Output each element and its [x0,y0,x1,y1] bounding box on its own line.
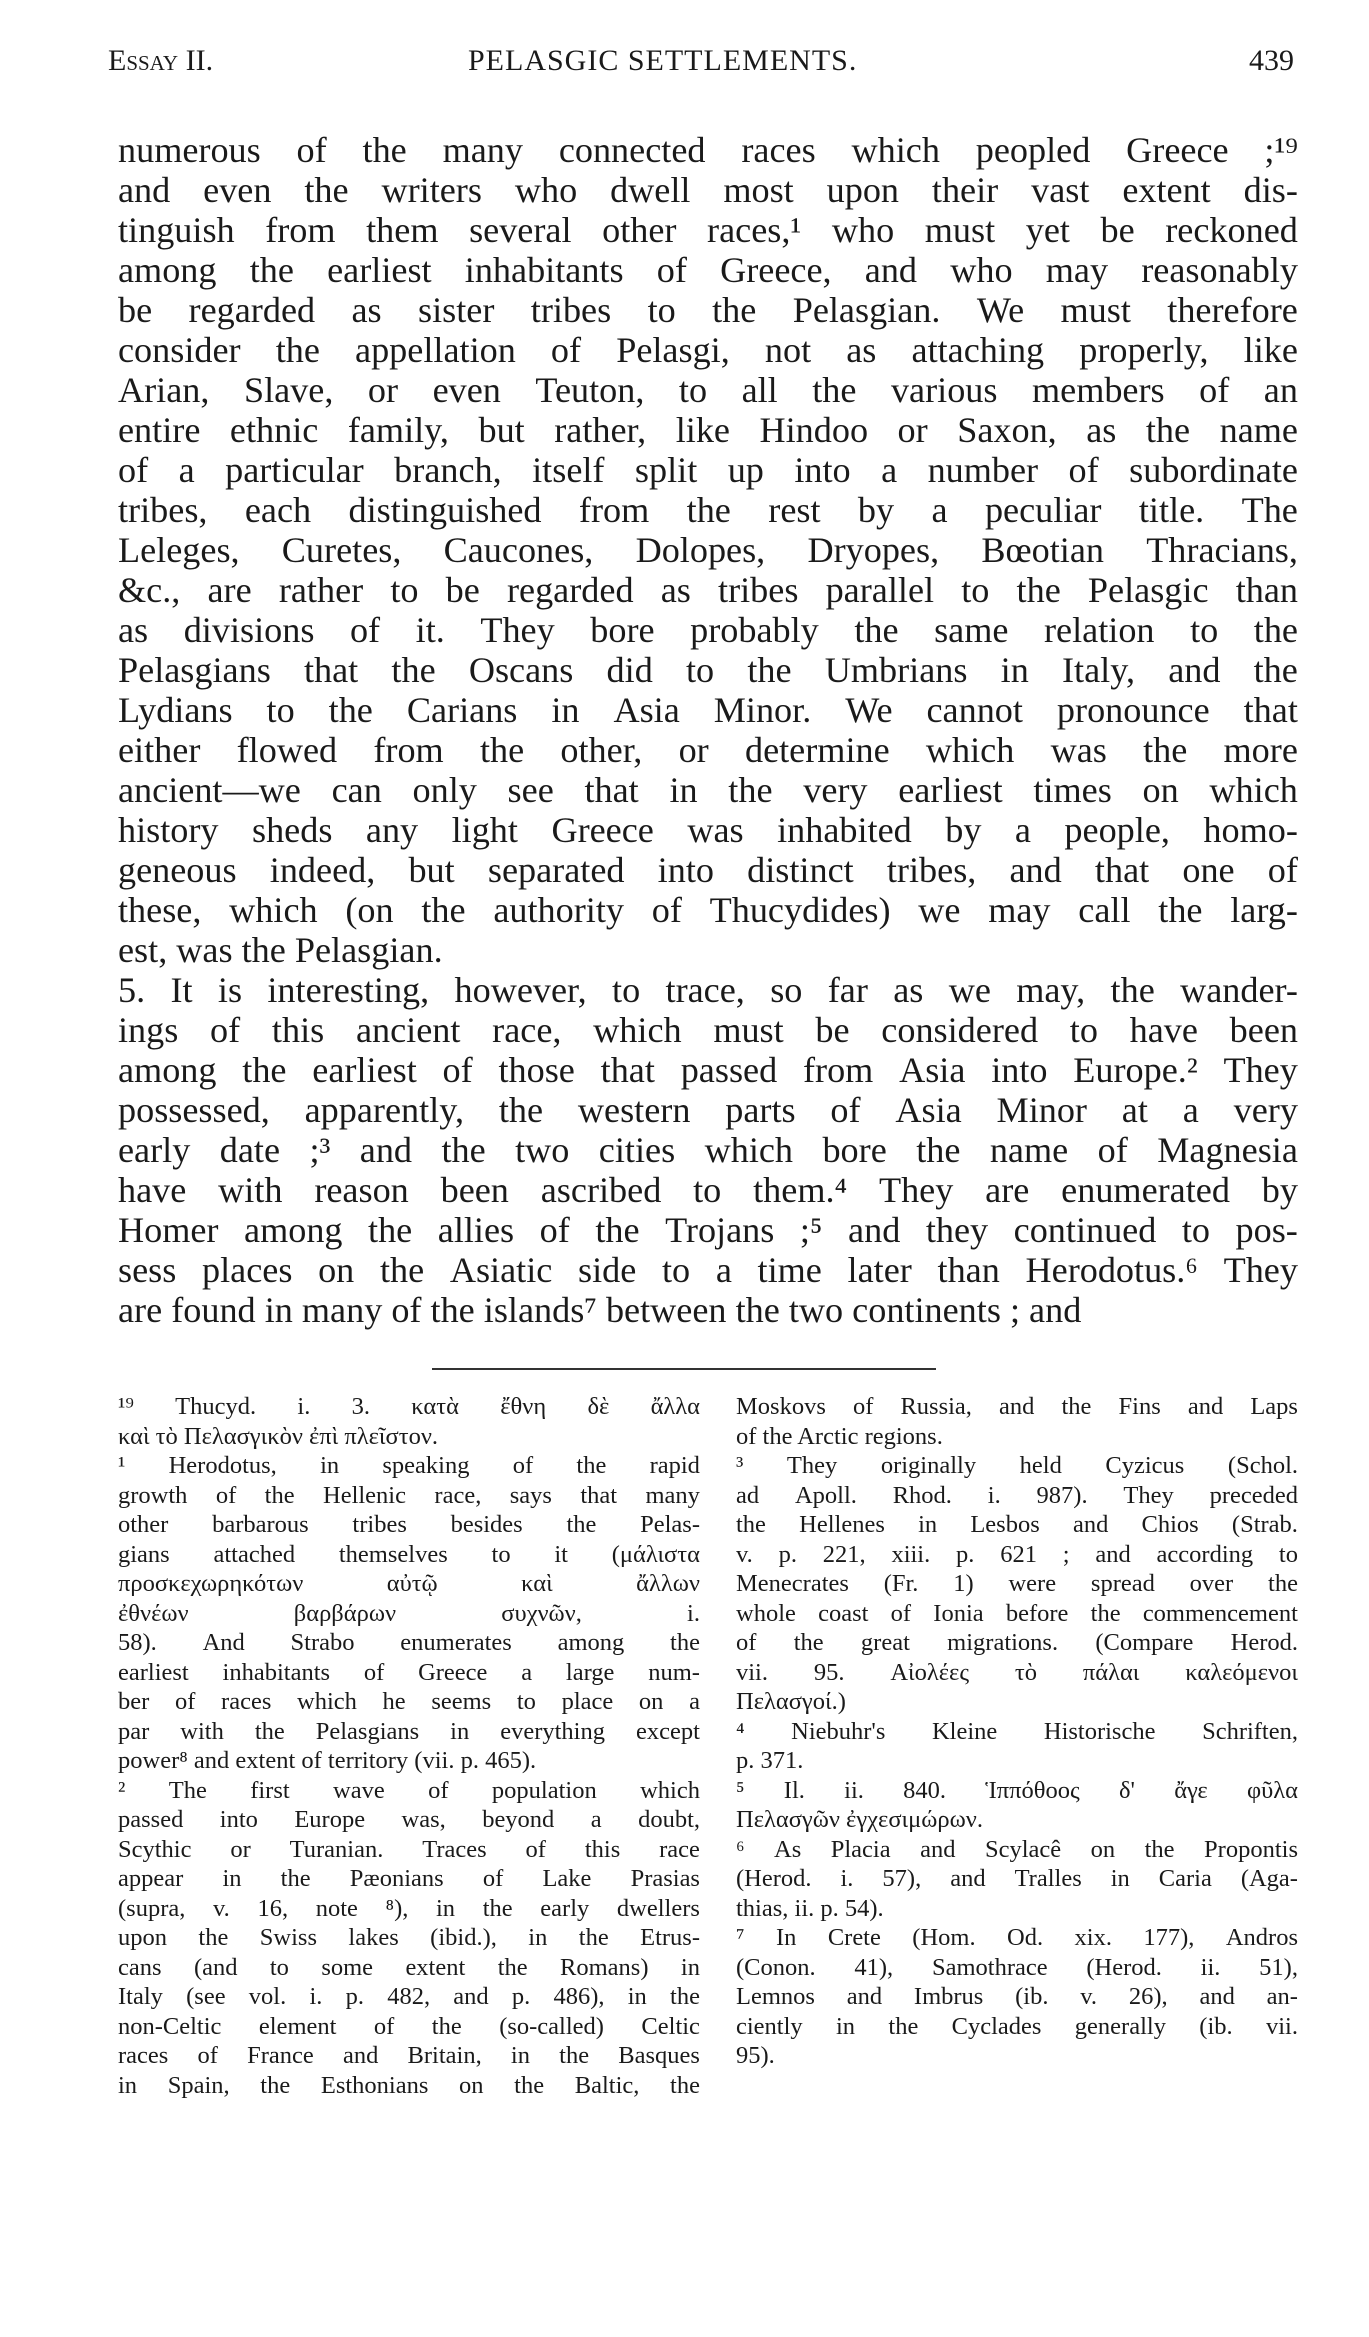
text-line: early date ;³ and the two cities which bore the name of Magnesia [118,1130,1298,1170]
text-line: ings of this ancient race, which must be considered to have been [118,1010,1298,1050]
text-line: Scythic or Turanian. Traces of this race [118,1835,700,1863]
text-line: ancient—we can only see that in the very earliest times on which [118,770,1298,810]
text-line: appear in the Pæonians of Lake Prasias [118,1865,700,1892]
text-line: upon the Swiss lakes (ibid.), in the Etrus- [118,1924,700,1951]
text-line: (Conon. 41), Samothrace (Herod. ii. 51), [736,1953,1298,1981]
text-line: &c., are rather to be regarded as tribes parallel to the Pelasgic than [118,570,1298,610]
running-header [108,44,1294,90]
text-line: cans (and to some extent the Romans) in [118,1953,700,1981]
text-line: 5. It is interesting, however, to trace, so far as we may, the wander- [118,970,1298,1010]
text-line: entire ethnic family, but rather, like Hindoo or Saxon, as the name [118,410,1298,450]
text-line: of the Arctic regions. [736,1422,943,1450]
text-line: passed into Europe was, beyond a doubt, [118,1806,700,1833]
text-line: are found in many of the islands⁷ between the two continents ; and [118,1290,1082,1330]
text-line: power⁸ and extent of territory (vii. p. 465). [118,1747,537,1774]
text-line: Lydians to the Carians in Asia Minor. We cannot pronounce that [118,690,1298,730]
text-line: est, was the Pelasgian. [118,930,443,970]
text-line: races of France and Britain, in the Basques [118,2042,700,2069]
text-line: have with reason been ascribed to them.⁴ They are enumerated by [118,1170,1298,1210]
text-line: vii. 95. Αἰολέες τὸ πάλαι καλεόμενοι [736,1658,1298,1686]
text-line: numerous of the many connected races which peopled Greece ;¹⁹ [118,130,1298,170]
text-line: v. p. 221, xiii. p. 621 ; and according to [736,1540,1298,1568]
text-line: (supra, v. 16, note ⁸), in the early dwellers [118,1894,700,1922]
text-line: Homer among the allies of the Trojans ;⁵ and they continued to pos- [118,1210,1298,1250]
essay-label: Essay II. [108,44,214,77]
text-line: ⁷ In Crete (Hom. Od. xix. 177), Andros [736,1924,1298,1951]
text-line: be regarded as sister tribes to the Pelasgian. We must therefore [118,290,1298,330]
footnote-rule [432,1368,936,1370]
text-line: 95). [736,2042,775,2069]
text-line: consider the appellation of Pelasgi, not as attaching properly, like [118,330,1298,370]
text-line: among the earliest of those that passed from Asia into Europe.² They [118,1050,1298,1090]
text-line: geneous indeed, but separated into distinct tribes, and that one of [118,850,1298,890]
text-line: gians attached themselves to it (μάλιστα [118,1540,700,1568]
main-body-text [118,130,1298,1330]
text-line: thias, ii. p. 54). [736,1894,884,1922]
text-line: Arian, Slave, or even Teuton, to all the various members of an [118,370,1298,410]
text-line: Leleges, Curetes, Caucones, Dolopes, Dryopes, Bœotian Thracians, [118,530,1298,570]
text-line: par with the Pelasgians in everything except [118,1717,700,1745]
text-line: growth of the Hellenic race, says that many [118,1481,700,1509]
text-line: ad Apoll. Rhod. i. 987). They preceded [736,1481,1298,1509]
text-line: whole coast of Ionia before the commencement [736,1599,1298,1627]
text-line: Menecrates (Fr. 1) were spread over the [736,1570,1298,1597]
text-line: of a particular branch, itself split up into a number of subordinate [118,450,1298,490]
text-line: καὶ τὸ Πελασγικὸν ἐπὶ πλεῖστον. [118,1422,439,1450]
text-line: among the earliest inhabitants of Greece, and who may reasonably [118,250,1298,290]
text-line: history sheds any light Greece was inhabited by a people, homo- [118,810,1298,850]
text-line: ber of races which he seems to place on a [118,1688,700,1715]
footnotes-right-column [736,1392,1298,2071]
text-line: the Hellenes in Lesbos and Chios (Strab. [736,1511,1298,1538]
text-line: sess places on the Asiatic side to a time later than Herodotus.⁶ They [118,1250,1298,1290]
text-line: these, which (on the authority of Thucydides) we may call the larg- [118,890,1298,930]
text-line: Πελασγοί.) [736,1688,846,1715]
text-line: ² The first wave of population which [118,1776,700,1804]
text-line: Pelasgians that the Oscans did to the Umbrians in Italy, and the [118,650,1298,690]
text-line: ⁶ As Placia and Scylacê on the Propontis [736,1835,1298,1863]
text-line: Lemnos and Imbrus (ib. v. 26), and an- [736,1983,1298,2010]
text-line: ciently in the Cyclades generally (ib. vii. [736,2012,1298,2040]
text-line: ³ They originally held Cyzicus (Schol. [736,1452,1298,1479]
text-line: non-Celtic element of the (so-called) Celtic [118,2012,700,2040]
text-line: ἐθνέων βαρβάρων συχνῶν, i. [118,1599,700,1627]
text-line: other barbarous tribes besides the Pelas- [118,1511,700,1538]
text-line: either flowed from the other, or determine which was the more [118,730,1298,770]
text-line: earliest inhabitants of Greece a large num- [118,1658,700,1686]
footnotes-left-column [118,1392,700,2100]
text-line: and even the writers who dwell most upon their vast extent dis- [118,170,1298,210]
text-line: (Herod. i. 57), and Tralles in Caria (Aga- [736,1865,1298,1892]
text-line: Italy (see vol. i. p. 482, and p. 486), in the [118,1983,700,2010]
text-line: 58). And Strabo enumerates among the [118,1629,700,1656]
text-line: Πελασγῶν ἐγχεσιμώρων. [736,1806,983,1833]
text-line: ¹⁹ Thucyd. i. 3. κατὰ ἔθνη δὲ ἄλλα [118,1393,700,1420]
running-title: PELASGIC SETTLEMENTS. [468,44,858,77]
text-line: προσκεχωρηκότων αὐτῷ καὶ ἄλλων [118,1570,700,1597]
text-line: ⁵ Il. ii. 840. Ἱππόθοος δ' ἄγε φῦλα [736,1776,1298,1804]
text-line: as divisions of it. They bore probably the same relation to the [118,610,1298,650]
page-number: 439 [1249,44,1294,77]
text-line: p. 371. [736,1747,804,1774]
text-line: of the great migrations. (Compare Herod. [736,1629,1298,1656]
text-line: Moskovs of Russia, and the Fins and Laps [736,1393,1298,1420]
text-line: tribes, each distinguished from the rest by a peculiar title. The [118,490,1298,530]
text-line: ¹ Herodotus, in speaking of the rapid [118,1452,700,1479]
text-line: in Spain, the Esthonians on the Baltic, the [118,2071,700,2099]
text-line: ⁴ Niebuhr's Kleine Historische Schriften, [736,1717,1298,1745]
text-line: possessed, apparently, the western parts of Asia Minor at a very [118,1090,1298,1130]
text-line: tinguish from them several other races,¹ who must yet be reckoned [118,210,1298,250]
